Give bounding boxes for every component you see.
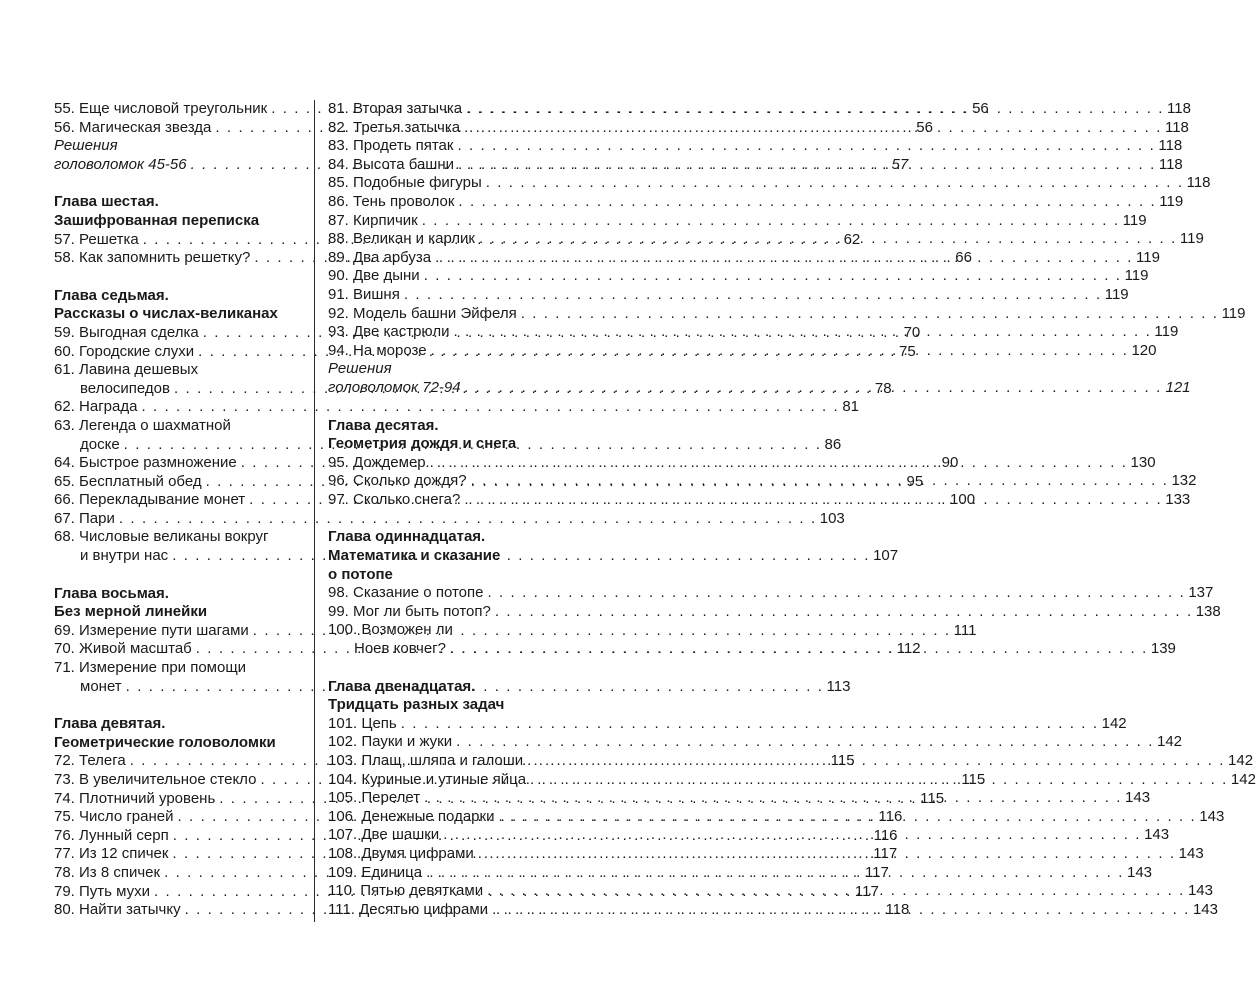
page-number: 143 [1199,807,1225,825]
toc-entry [328,584,1214,603]
dot-leader [530,771,1228,790]
page-number: 137 [1188,584,1214,602]
toc-entry-title: 91. Вишня [328,285,400,303]
page-number: 117 [864,863,889,881]
toc-entry-title: 72. Телега [54,752,126,770]
toc-entry [328,602,1221,622]
page-number: 113 [826,677,851,695]
toc-entry-title: 106. Денежные подарки [328,807,495,825]
page-number: 119 [1124,267,1149,285]
page-number: 56 [972,100,989,117]
page-number: 119 [1136,248,1160,266]
toc-entry-title: 110. Пятью девятками [328,882,484,900]
toc-entry [54,509,845,529]
dot-leader [456,733,1154,752]
section-gap [328,398,575,417]
section-gap [328,509,575,528]
toc-entry-title: 56. Магическая звезда [54,118,212,136]
toc-entry-title: 61. Лавина дешевых [54,361,199,379]
toc-entry-title: 93. Две кастрюли [328,323,450,341]
dot-leader [450,640,1148,659]
page-number: 66 [955,249,972,267]
dot-leader [458,156,1156,175]
page-number: 78 [874,379,892,397]
dot-leader [435,249,1133,268]
page-number: 86 [824,435,842,453]
dot-leader [478,845,1176,864]
page-number: 143 [1144,826,1170,844]
page-number: 119 [1104,285,1129,303]
toc-entry-title: 89. Два арбуза [328,248,432,266]
chapter-heading: Математика и сказание [328,547,501,565]
page-number: 103 [819,509,845,527]
toc-entry-title: 90. Две дыни [328,267,420,285]
dot-leader [487,882,1185,901]
page-number: 111 [953,621,977,639]
chapter-heading: Геометрия дождя и снега [328,435,517,453]
toc-entry-title: и внутри нас [80,547,169,565]
page-number: 112 [896,640,921,658]
toc-entry-title: 69. Измерение пути шагами [54,621,249,639]
toc-entry-title: 60. Городские слухи [54,342,195,360]
toc-entry-title: 68. Числовые великаны вокруг [54,528,269,546]
page-number: 115 [920,789,945,807]
chapter-heading: Глава одиннадцатая. [328,528,486,546]
toc-entry-title: 96. Сколько дождя? [328,472,467,490]
page-number: 117 [854,882,879,900]
page-number: 142 [1228,752,1254,769]
toc-entry-title: 105. Перелет [328,789,421,807]
section-gap [54,174,301,193]
dot-leader [498,808,1196,827]
page-number: 130 [1130,453,1156,471]
toc-entry-title: 102. Пауки и жуки [328,733,453,751]
toc-entry [54,398,860,417]
page-number: 116 [878,808,903,826]
chapter-heading: Зашифрованная переписка [54,211,260,229]
page-number: 133 [1165,490,1191,508]
page-number: 107 [873,547,899,565]
toc-entry-title: головоломок 72-94 [328,378,461,396]
page-number: 90 [941,454,959,472]
page-number: 57 [891,155,909,173]
toc-entry [328,714,1127,734]
dot-leader [422,212,1120,231]
toc-entry-title: 99. Мог ли быть потоп? [328,602,491,620]
dot-leader [443,826,1141,845]
dot-leader [457,137,1155,156]
toc-entry-title: 100. Возможен ли [328,621,453,639]
chapter-heading: о потопе [328,565,393,583]
toc-entry-title: 109. Единица [328,863,423,881]
section-gap [54,696,301,715]
toc-entry-title: велосипедов [80,379,170,397]
page-number: 119 [1122,211,1147,229]
chapter-heading: Рассказы о числах-великанах [54,305,278,323]
toc-entry-title: 75. Число граней [54,808,174,826]
dot-leader [471,472,1169,491]
toc-entry-title: 58. Как запомнить решетку? [54,249,251,267]
toc-entry-title: 78. Из 8 спичек [54,863,161,881]
page-number: 143 [1192,900,1218,918]
toc-entry [328,267,1149,286]
toc-entry-title: 92. Модель башни Эйфеля [328,304,517,322]
toc-entry-title: 74. Плотничий уровень [54,789,216,807]
chapter-heading: Глава двенадцатая. [328,677,476,695]
toc-entry-title: Ноев ковчег? [354,640,446,658]
dot-leader [465,379,1163,398]
toc-entry-title: 82. Третья затычка [328,118,461,136]
toc-entry [328,211,1147,231]
toc-entry-title: 81. Вторая затычка [328,100,463,117]
solutions-label: Решения [328,360,392,378]
toc-entry-title: 71. Измерение при помощи [54,659,247,677]
toc-entry-title: 65. Бесплатный обед [54,472,202,490]
toc-entry-title: 108. Двумя цифрами [328,844,474,862]
chapter-heading: Глава восьмая. [54,584,169,602]
dot-leader [424,267,1122,286]
toc-entry [328,733,1183,752]
dot-leader [426,864,1124,883]
toc-entry-title: 57. Решетка [54,230,139,248]
toc-entry [328,285,1129,305]
solutions-label: Решения [54,137,118,155]
page-number: 75 [899,342,916,360]
page-number: 115 [961,771,986,788]
page-number: 62 [843,230,861,248]
chapter-heading: Глава десятая. [328,416,439,434]
dot-leader [464,491,1162,510]
toc-entry-title: 79. Путь мухи [54,882,151,900]
page-number: 118 [1186,174,1211,192]
toc-entry-title: 64. Быстрое размножение [54,454,237,472]
dot-leader [454,323,1152,342]
page-number: 143 [1187,882,1213,900]
toc-entry-title: 63. Легенда о шахматной [54,416,231,434]
dot-leader [430,454,1128,473]
toc-entry-title: 84. Высота башни [328,155,454,173]
page-number: 81 [842,398,860,416]
page-number: 132 [1171,472,1197,490]
page-number: 95 [906,472,924,490]
page-number: 142 [1157,733,1183,751]
chapter-heading: Глава шестая. [54,193,159,211]
chapter-heading: Без мерной линейки [54,603,208,621]
page-number: 121 [1165,378,1191,396]
column-divider [314,100,315,922]
toc-entry-title: 98. Сказание о потопе [328,584,484,602]
page-number: 100 [950,491,976,509]
page-number: 118 [1158,155,1183,173]
toc-entry-title: 103. Плащ, шляпа и галоши [328,752,524,769]
dot-leader [486,174,1184,193]
toc-entry-title: головоломок 45-56 [54,155,187,173]
toc-entry-title: 80. Найти затычку [54,901,181,919]
page-number: 142 [1101,714,1127,732]
chapter-heading: Геометрические головоломки [54,733,276,751]
section-gap [328,659,575,678]
toc-entry-title: 95. Дождемер [328,453,426,471]
page-number: 139 [1150,640,1176,658]
dot-leader [495,603,1193,622]
chapter-heading: Глава седьмая. [54,286,169,304]
dot-leader [424,789,1122,808]
toc-entry-title: 87. Кирпичик [328,211,418,229]
dot-leader [464,119,1162,138]
toc-entry [328,304,1246,324]
toc-entry-title: 86. Тень проволок [328,192,455,210]
page-number: 56 [916,118,933,136]
dot-leader [479,230,1177,249]
page-number: 120 [1131,341,1157,359]
toc-entry-title: 70. Живой масштаб [54,640,192,658]
page-number: 143 [1126,863,1153,881]
toc-entry-title: 67. Пари [54,509,115,527]
dot-leader [527,752,1225,771]
toc-entry-title: 85. Подобные фигуры [328,174,482,192]
page-number: 118 [885,901,910,919]
page-number: 119 [1179,230,1204,248]
dot-leader [404,286,1102,305]
toc-entry-title: 83. Продеть пятак [328,137,454,155]
page-number: 115 [830,752,855,770]
toc-entry-title: 97. Сколько снега? [328,490,461,508]
toc-entry-title: монет [80,677,122,695]
chapter-heading: Тридцать разных задач [328,696,505,714]
page-number: 117 [873,845,898,863]
page-number: 143 [1178,844,1204,862]
page-number: 119 [1154,323,1179,341]
toc-entry-title: 62. Награда [54,398,138,416]
dot-leader [466,100,1164,119]
toc-entry-title: 77. Из 12 спичек [54,845,169,863]
section-gap [54,268,301,287]
page-number: 143 [1125,789,1151,807]
toc-entry [328,192,1184,212]
toc-entry-title: доске [80,435,120,453]
toc-entry-title: 55. Еще числовой треугольник [54,100,268,117]
page-number: 118 [1164,118,1189,136]
page-number: 118 [1167,100,1191,117]
toc-entry [328,174,1211,193]
chapter-heading: Глава девятая. [54,715,166,733]
section-gap [54,566,301,585]
toc-entry-title: 107. Две шашки [328,826,440,844]
toc-entry-title: 111. Десятью цифрами [328,900,489,918]
dot-leader [401,715,1099,734]
page-number: 118 [1158,137,1183,155]
dot-leader [431,342,1129,361]
page-number: 142 [1230,770,1256,788]
toc-entry [328,137,1183,156]
toc-entry-title: 73. В увеличительное стекло [54,771,257,788]
dot-leader [521,305,1219,324]
toc-entry-title: 76. Лунный серп [54,826,169,844]
toc-entry-title: 88. Великан и карлик [328,230,475,248]
toc-entry-title: 104. Куриные и утиные яйца [328,770,527,788]
toc-entry-title: 101. Цепь [328,714,397,732]
toc-entry-title: 94. На морозе [328,341,427,359]
page-number: 116 [873,826,898,844]
page-number: 138 [1195,602,1221,620]
toc-entry-title: 59. Выгодная сделка [54,323,199,341]
page-number: 119 [1221,304,1246,322]
page-number: 119 [1159,192,1184,210]
dot-leader [492,901,1190,920]
dot-leader [458,193,1156,212]
page-number: 70 [903,323,921,341]
toc-entry-title: 66. Перекладывание монет [54,491,246,509]
dot-leader [487,584,1185,603]
